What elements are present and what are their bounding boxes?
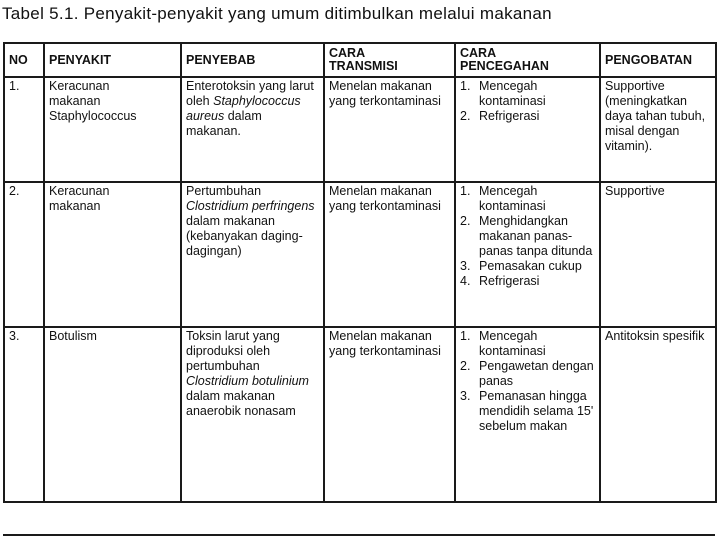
pengobatan-cell: Supportive [600, 182, 716, 327]
penyakit-cell: Botulism [44, 327, 181, 502]
transmisi-cell: Menelan makanan yang terkontaminasi [324, 77, 455, 182]
pengobatan-cell: Supportive (meningkatkan daya tahan tubuh, misal dengan vitamin). [600, 77, 716, 182]
list-item: 1. Mencegah kontaminasi [460, 184, 546, 213]
list-item: 3. Pemanasan hingga mendidih selama 15' sebelum makan [460, 389, 594, 433]
header-penyakit: PENYAKIT [44, 43, 181, 77]
table-title: Tabel 5.1. Penyakit-penyakit yang umum ditimbulkan melalui makanan [2, 4, 552, 23]
header-cara-pencegahan: CARA PENCEGAHAN [455, 43, 600, 77]
table-row [4, 77, 716, 182]
penyakit-cell: Keracunan makanan [44, 182, 181, 327]
row-number: 1. [4, 77, 44, 182]
list-item: 1. Mencegah kontaminasi [460, 329, 546, 358]
pengobatan-cell: Antitoksin spesifik [600, 327, 716, 502]
penyebab-cell: Pertumbuhan Clostridium perfringens dalam makanan (kebanyakan daging-dagingan) [181, 182, 324, 327]
disease-table [3, 42, 717, 503]
list-item: 3. Pemasakan cukup [460, 259, 582, 273]
pencegahan-cell [455, 77, 600, 182]
penyebab-cell: Enterotoksin yang larut oleh Staphylococcus aureus dalam makanan. [181, 77, 324, 182]
transmisi-cell: Menelan makanan yang terkontaminasi [324, 182, 455, 327]
list-item: 2. Pengawetan dengan panas [460, 359, 594, 388]
pencegahan-cell [455, 182, 600, 327]
table-row [4, 327, 716, 502]
row-number: 2. [4, 182, 44, 327]
list-item: 2. Menghidangkan makanan panas-panas tanpa ditunda [460, 214, 593, 258]
header-pengobatan: PENGOBATAN [600, 43, 716, 77]
header-cara-transmisi: CARA TRANSMISI [324, 43, 455, 77]
transmisi-cell: Menelan makanan yang terkontaminasi [324, 327, 455, 502]
header-penyebab: PENYEBAB [181, 43, 324, 77]
header-row [4, 43, 716, 77]
penyakit-cell: Keracunan makanan Staphylococcus [44, 77, 181, 182]
list-item: 2. Refrigerasi [460, 109, 540, 123]
header-no: NO [4, 43, 44, 77]
table-next-row-edge [3, 534, 715, 542]
list-item: 1. Mencegah kontaminasi [460, 79, 546, 108]
row-number: 3. [4, 327, 44, 502]
table-row [4, 182, 716, 327]
list-item: 4. Refrigerasi [460, 274, 540, 288]
penyebab-cell: Toksin larut yang diproduksi oleh pertumbuhan Clostridium botulinium dalam makanan anaerobik nonasam [181, 327, 324, 502]
pencegahan-cell [455, 327, 600, 502]
